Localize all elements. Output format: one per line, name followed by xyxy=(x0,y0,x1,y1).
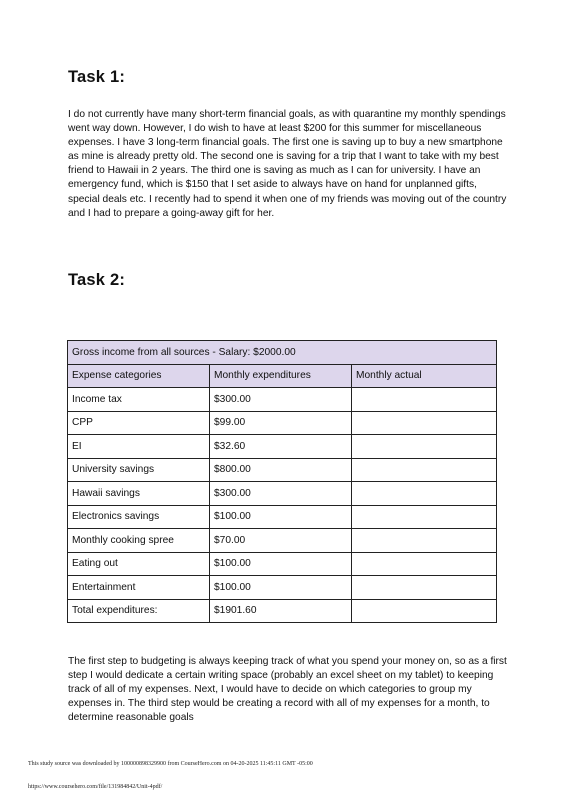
table-cell xyxy=(352,599,497,623)
table-row-total xyxy=(68,599,497,623)
budget-table xyxy=(67,340,497,623)
table-cell: CPP xyxy=(68,411,210,435)
table-row xyxy=(68,482,497,506)
table-cell: Entertainment xyxy=(68,576,210,600)
table-cell: $32.60 xyxy=(210,435,352,459)
table-cell: EI xyxy=(68,435,210,459)
table-row xyxy=(68,411,497,435)
task1-paragraph: I do not currently have many short-term financial goals, as with quarantine my monthly spendings went way down. However, I do wish to have at least $200 for this summer for miscellaneous expenses. I have 3 long-term financial goals. The first one is saving up to buy a new smartphone as mine is already pretty old. The second one is saving for a trip that I want to take with my best friend to Hawaii in 2 years. The third one is saving as much as I can for university. I have an emergency fund, which is $150 that I set aside to always have on hand for unplanned gifts, special deals etc. I recently had to spend it when one of my friends was moving out of the country and I had to prepare a going-away gift for her. xyxy=(68,109,507,219)
table-cell: Hawaii savings xyxy=(68,482,210,506)
table-cell xyxy=(352,411,497,435)
table-cell: $1901.60 xyxy=(210,599,352,623)
table-cell xyxy=(352,458,497,482)
table-header-row xyxy=(68,364,497,388)
table-cell: Total expenditures: xyxy=(68,599,210,623)
task1-heading: Task 1: xyxy=(68,68,126,86)
table-cell xyxy=(352,505,497,529)
table-cell: $100.00 xyxy=(210,552,352,576)
table-title: Gross income from all sources - Salary: $2000.00 xyxy=(68,341,497,365)
task2-heading: Task 2: xyxy=(68,271,126,289)
table-cell: Income tax xyxy=(68,388,210,412)
table-cell: $70.00 xyxy=(210,529,352,553)
table-cell: Monthly cooking spree xyxy=(68,529,210,553)
table-row xyxy=(68,435,497,459)
source-url[interactable]: https://www.coursehero.com/file/131984842/Unit-4pdf/ xyxy=(28,784,163,790)
download-note: This study source was downloaded by 100000898329900 from CourseHero.com on 04-20-2025 11:45:11 GMT -05:00 xyxy=(28,761,313,767)
table-cell: $300.00 xyxy=(210,388,352,412)
table-cell: $800.00 xyxy=(210,458,352,482)
table-cell xyxy=(352,529,497,553)
column-header: Expense categories xyxy=(68,364,210,388)
table-row xyxy=(68,388,497,412)
table-row xyxy=(68,458,497,482)
table-cell xyxy=(352,576,497,600)
column-header: Monthly actual xyxy=(352,364,497,388)
table-row xyxy=(68,576,497,600)
table-cell xyxy=(352,552,497,576)
table-cell: $100.00 xyxy=(210,576,352,600)
table-cell xyxy=(352,435,497,459)
table-cell: $100.00 xyxy=(210,505,352,529)
table-cell: University savings xyxy=(68,458,210,482)
table-cell: Electronics savings xyxy=(68,505,210,529)
table-title-row xyxy=(68,341,497,365)
table-cell: $99.00 xyxy=(210,411,352,435)
task2-paragraph: The first step to budgeting is always keeping track of what you spend your money on, so as a first step I would dedicate a certain writing space (probably an excel sheet on my tablet) to keeping track of all of my expenses. Next, I would have to decide on which categories to group my expenses in. The third step would be creating a record with all of my expenses for a month, to determine reasonable goals xyxy=(68,656,507,724)
table-row xyxy=(68,552,497,576)
column-header: Monthly expenditures xyxy=(210,364,352,388)
table-cell xyxy=(352,388,497,412)
table-cell: Eating out xyxy=(68,552,210,576)
table-cell: $300.00 xyxy=(210,482,352,506)
table-row xyxy=(68,529,497,553)
table-row xyxy=(68,505,497,529)
table-cell xyxy=(352,482,497,506)
